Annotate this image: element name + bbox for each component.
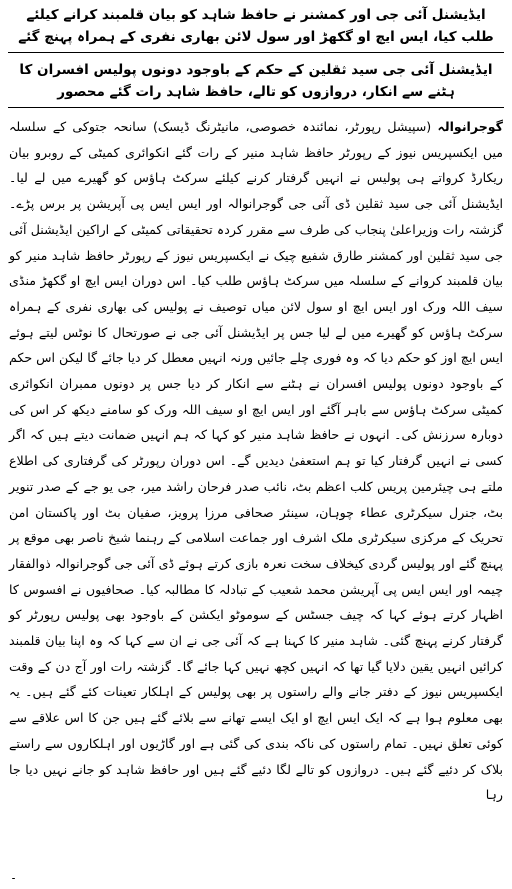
dateline: گوجرانوالہ	[437, 119, 503, 134]
headline-secondary: ایڈیشنل آئی جی سید ثقلین کے حکم کے باوجود دونوں پولیس افسران کا ہٹنے سے انکار، دروازوں کو تالے، حافظ شاہد رات گئے محصور	[19, 62, 493, 100]
byline: (سپیشل رپورٹر، نمائندہ خصوصی، مانیٹرنگ ڈیسک)	[146, 119, 438, 134]
end-mark: ۔	[10, 868, 18, 882]
headline-divider	[8, 52, 504, 53]
article-text: سانحہ جتوکی کے سلسلہ میں ایکسپریس نیوز کے رپورٹر حافظ شاہد منیر کے رات گئے انکوائری کمیٹی کے روبرو بیان ریکارڈ کرواتے ہی پولیس نے انہیں گرفتار کرنے کیلئے سرکٹ ہاؤس کو گھیرے میں لے لیا۔ ایڈیشنل آئی جی سید ثقلین ڈی آئی جی گوجرانوالہ اور ایس ایس پی آپریشن پر برس پڑے۔ گزشتہ رات وزیراعلیٰ پنجاب کی طرف سے مقرر کردہ تحقیقاتی کمیٹی کے اراکین ایڈیشنل آئی جی سید ثقلین اور کمشنر طارق شفیع چیک نے ایکسپریس نیوز کے رپورٹر حافظ شاہد منیر کو بیان قلمبند کروانے کے سلسلہ میں سرکٹ ہاؤس طلب کیا۔ اس دوران ایس ایچ او گکھڑ منڈی سیف اللہ ورک اور ایس ایچ او سول لائن میاں توصیف نے پولیس کی بھاری نفری کے ہمراہ سرکٹ ہاؤس کو گھیرے میں لے لیا جس پر ایڈیشنل آئی جی نے صورتحال کا نوٹس لیتے ہوئے ایس ایچ اوز کو حکم دیا کہ وہ فوری چلے جائیں ورنہ انہیں معطل کر دیا جائے گا لیکن اس حکم کے باوجود دونوں پولیس افسران نے ہٹنے سے انکار کر دیا جس پر دونوں ممبران انکوائری کمیٹی سرکٹ ہاؤس سے باہر آگئے اور ایس ایچ او سیف اللہ ورک کو سامنے دیکھ کر اس کی دوبارہ سرزنش کی۔ انہوں نے حافظ شاہد منیر کو کہا کہ ہم انہیں ضمانت دیتے ہیں کہ اگر کسی نے انہیں گرفتار کیا تو ہم استعفیٰ دیدیں گے۔ اس دوران رپورٹر کی گرفتاری کی اطلاع ملتے ہی چیئرمین پریس کلب اعظم بٹ، نائب صدر فرحان راشد میر، جی یو جے کے صدر تنویر بٹ، جنرل سیکرٹری عطاء چوہان، سینئر صحافی مرزا پرویز، صفیان بٹ اور پاکستان امن تحریک کے مرکزی سیکرٹری ملک اشرف اور جماعت اسلامی کے رہنما شیخ ناصر بھی موقع پر پہنچ گئے اور پولیس گردی کیخلاف سخت نعرہ بازی کرتے ہوئے ڈی آئی جی گوجرانوالہ ذوالفقار چیمہ اور ایس ایس پی آپریشن محمد شعیب کے تبادلہ کا مطالبہ کیا۔ صحافیوں نے افسوس کا اظہار کرتے ہوئے کہا کہ چیف جسٹس کے سوموٹو ایکشن کے باوجود بھی پولیس رپورٹر کو گرفتار کرنے پہنچ گئی۔ شاہد منیر کا کہنا ہے کہ آئی جی نے ان سے کہا کہ وہ اپنا بیان قلمبند کرائیں انہیں یقین دلایا گیا تھا کہ انہیں کچھ نہیں کہا جائے گا۔ گزشتہ رات اور آج دن کے وقت ایکسپریس نیوز کے دفتر جانے والے راستوں پر بھی پولیس کے اہلکار تعینات کئے گئے ہیں۔ یہ بھی معلوم ہوا ہے کہ ایک ایس ایچ او ایک ایسے تھانے سے بلائے گئے ہیں جن کا اس علاقے سے کوئی تعلق نہیں۔ تمام راستوں کی ناکہ بندی کی گئی ہے اور گاڑیوں اور اہلکاروں سے راستے بلاک کر دئیے گئے ہیں۔ دروازوں کو تالے لگا دئیے گئے ہیں اور حافظ شاہد کو جانے نہیں دیا جا رہا	[9, 119, 503, 803]
body-divider	[8, 107, 504, 108]
headline-primary: ایڈیشنل آئی جی اور کمشنر نے حافظ شاہد کو بیان قلمبند کرانے کیلئے طلب کیا، ایس ایچ او گکھڑ اور سول لائن بھاری نفری کے ہمراہ پہنچ گئے	[18, 7, 494, 45]
article-body	[8, 114, 504, 808]
